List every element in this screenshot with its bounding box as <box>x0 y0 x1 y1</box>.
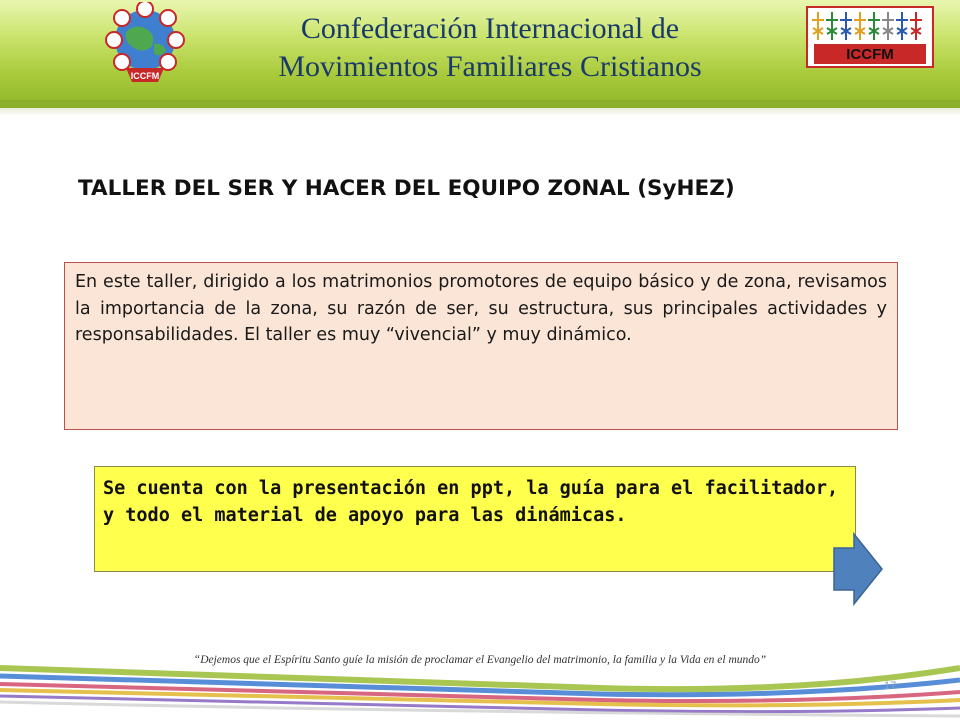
iccfm-emblem-logo <box>96 2 194 86</box>
description-box <box>64 262 898 430</box>
footer-quote: “Dejemos que el Espíritu Santo guíe la misión de proclamar el Evangelio del matrimonio, la familia y la Vida en el mundo” <box>193 654 767 666</box>
right-arrow-icon[interactable] <box>832 532 884 606</box>
organization-title-line1: Confederación Internacional de <box>300 12 680 45</box>
description-text: En este taller, dirigido a los matrimonios promotores de equipo básico y de zona, revisamos la importancia de la zona, su razón de ser, su estructura, sus principales actividades y responsabilidades. El taller es muy “vivencial” y muy dinámico. <box>75 272 887 345</box>
footer-swoosh-decoration <box>0 628 960 720</box>
header-shadow <box>0 100 960 116</box>
organization-title-line2: Movimientos Familiares Cristianos <box>278 50 702 83</box>
organization-title <box>220 10 760 86</box>
logo-left-text: ICCFM <box>130 71 160 81</box>
iccfm-figures-logo <box>806 6 934 68</box>
note-text: Se cuenta con la presentación en ppt, la guía para el facilitador, y todo el material de apoyo para las dinámicas. <box>103 478 839 526</box>
slide-number: 17 <box>884 680 897 692</box>
section-title: TALLER DEL SER Y HACER DEL EQUIPO ZONAL (SyHEZ) <box>78 176 735 201</box>
logo-right-text: ICCFM <box>846 46 894 63</box>
note-box <box>94 466 856 572</box>
